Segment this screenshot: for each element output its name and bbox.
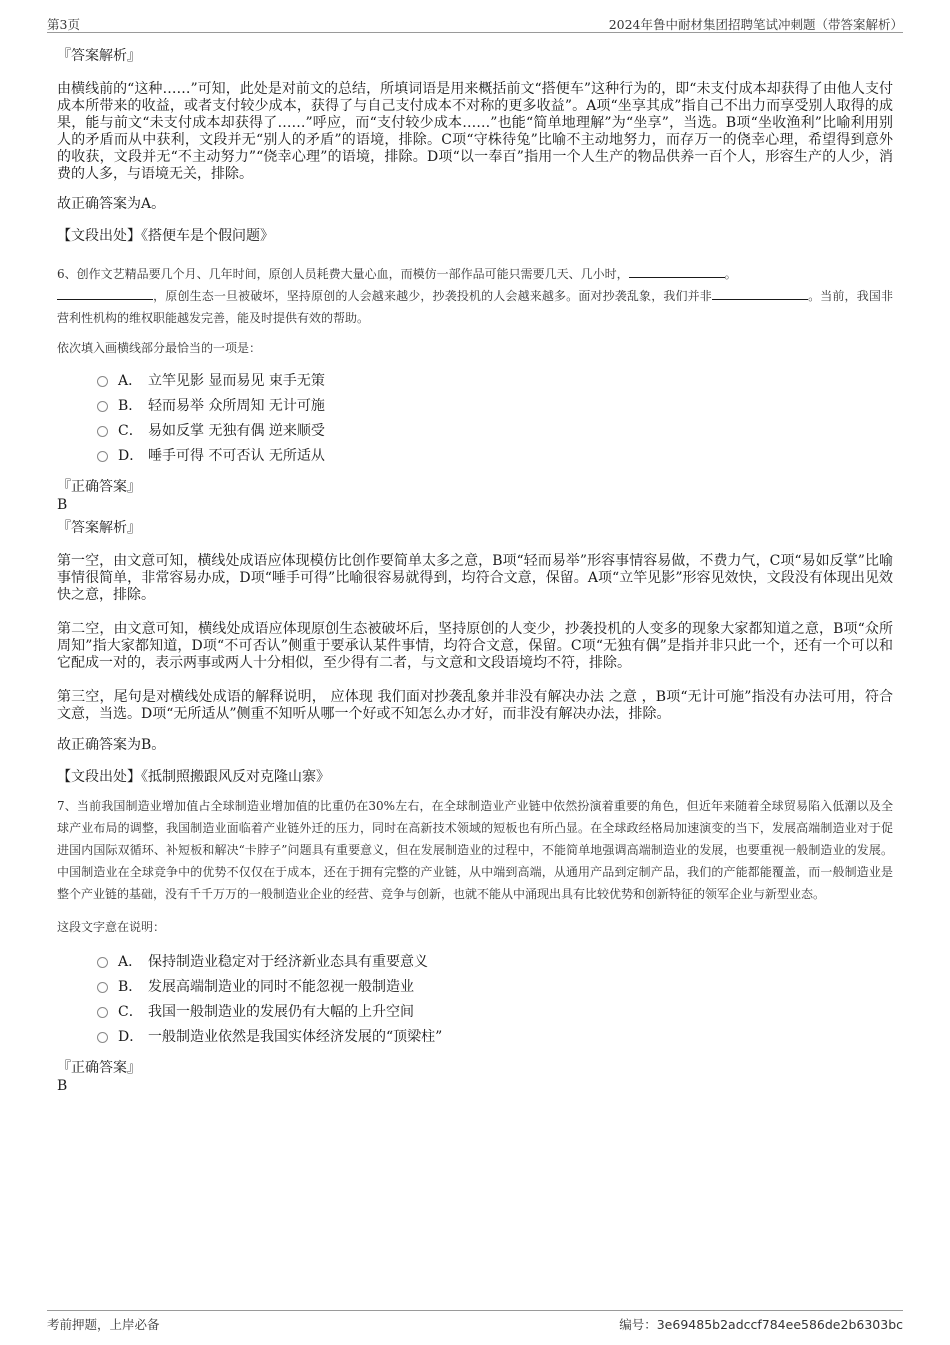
radio-icon[interactable]	[97, 426, 108, 437]
q6-option-c[interactable]: C． 易如反掌 无独有偶 逆来顺受	[97, 419, 893, 444]
q6-conclusion: 故正确答案为B。	[57, 737, 166, 753]
radio-icon[interactable]	[97, 401, 108, 412]
q7-option-c[interactable]: C． 我国一般制造业的发展仍有大幅的上升空间	[97, 1000, 893, 1025]
q7-answer: B	[57, 1078, 68, 1094]
q6-option-b[interactable]: B． 轻而易举 众所周知 无计可施	[97, 394, 893, 419]
document-title: 2024年鲁中耐材集团招聘笔试冲刺题（带答案解析）	[608, 17, 903, 32]
page-content	[57, 46, 893, 1095]
q5-analysis: 由横线前的“这种……”可知，此处是对前文的总结，所填词语是用来概括前文“搭便车”这种行为的，即“未支付成本却获得了由他人支付成本所带来的收益，或者支付较少成本，获得了与自己支付成本不对称的更多收益”。A项“坐享其成”指自己不出力而享受别人取得的成果，能与前文“未支付成本却获得了……”呼应，而“支付较少成本……”也能“简单地理解”为“坐享”，当选。B项“坐收渔利”比喻利用别人的矛盾而从中获利，文段并无“别人的矛盾”的语境，排除。C项“守株待兔”比喻不主动地努力，而存万一的侥幸心理，希望得到意外的收获，文段并无“不主动努力”“侥幸心理”的语境，排除。D项“以一奉百”指用一个人生产的物品供养一百个人，形容生产的人少，消费的人多，与语境无关，排除。	[57, 81, 893, 182]
document-code: 编号：3e69485b2adccf784ee586de2b6303bc	[619, 1317, 903, 1332]
q6-analysis-2: 第二空，由文意可知，横线处成语应体现原创生态被破坏后，坚持原创的人变少，抄袭投机的人变多的现象大家都知道之意，B项“众所周知”指大家都知道，D项“不可否认”侧重于要承认某件事情，均符合文意，保留。C项“无独有偶”是指并非只此一个，还有一个可以和它配成一对的，表示两事或两人十分相似，至少得有二者，与文意和文段语境均不符，排除。	[57, 621, 893, 671]
q6-prompt: 依次填入画横线部分最恰当的一项是：	[57, 341, 262, 355]
q7-answer-label: 『正确答案』	[57, 1060, 141, 1076]
q7-option-a[interactable]: A． 保持制造业稳定对于经济新业态具有重要意义	[97, 950, 893, 975]
q6-options	[57, 369, 893, 469]
q6-analysis-1: 第一空，由文意可知，横线处成语应体现模仿比创作要简单太多之意，B项“轻而易举”形容事情容易做，不费力气，C项“易如反掌”比喻事情很简单，非常容易办成，D项“唾手可得”比喻很容易就得到，均符合文意，保留。A项“立竿见影”形容见效快，文段没有体现出见效快之意，排除。	[57, 553, 893, 603]
q6-analysis-label: 『答案解析』	[57, 520, 141, 536]
q6-blank-1[interactable]	[629, 266, 725, 278]
q6-answer: B	[57, 497, 68, 513]
radio-icon[interactable]	[97, 1032, 108, 1043]
q7-prompt: 这段文字意在说明：	[57, 920, 166, 934]
q6-analysis-3: 第三空，尾句是对横线处成语的解释说明， 应体现 我们面对抄袭乱象并非没有解决办法 之意 ，B项“无计可施”指没有办法可用，符合文意，当选。D项“无所适从”侧重不知听从哪一个好或不知怎么办才好，而非没有解决办法，排除。	[57, 689, 893, 722]
radio-icon[interactable]	[97, 982, 108, 993]
page-header	[47, 12, 903, 33]
q7-option-d[interactable]: D． 一般制造业依然是我国实体经济发展的“顶梁柱”	[97, 1025, 893, 1050]
q6-option-a[interactable]: A． 立竿见影 显而易见 束手无策	[97, 369, 893, 394]
q6-blank-3[interactable]	[712, 288, 808, 300]
q6-stem: 6、创作文艺精品要几个月、几年时间，原创人员耗费大量心血，而模仿一部作品可能只需要几天、几小时， 。 ，原创生态一旦被破坏，坚持原创的人会越来越少，抄袭投机的人会越来越多。面对抄袭乱象，我们并非 。当前，我国非营利性机构的维权职能越发完善，能及时提供有效的帮助。	[57, 267, 893, 325]
radio-icon[interactable]	[97, 1007, 108, 1018]
footer-slogan: 考前押题，上岸必备	[47, 1317, 160, 1332]
q7-stem: 7、当前我国制造业增加值占全球制造业增加值的比重仍在30%左右，在全球制造业产业链中依然扮演着重要的角色，但近年来随着全球贸易陷入低潮以及全球产业布局的调整，我国制造业面临着产业链外迁的压力，同时在高新技术领域的短板也有所凸显。在全球政经格局加速演变的当下，发展高端制造业对于促进国内国际双循环、补短板和解决“卡脖子”问题具有重要意义，但在发展制造业的过程中，不能简单地强调高端制造业的发展，也要重视一般制造业的发展。中国制造业在全球竞争中的优势不仅仅在于成本，还在于拥有完整的产业链，从中端到高端，从通用产品到定制产品，我们的产能都能覆盖，而一般制造业是整个产业链的基础，没有千千万万的一般制造业企业的经营、竞争与创新，也就不能从中涌现出具有比较优势和创新特征的领军企业与新型业态。	[57, 799, 893, 901]
q6-blank-2[interactable]	[57, 288, 153, 300]
q5-conclusion: 故正确答案为A。	[57, 196, 166, 212]
q7-option-b[interactable]: B． 发展高端制造业的同时不能忽视一般制造业	[97, 975, 893, 1000]
page-number: 第3页	[47, 17, 80, 32]
page-footer	[47, 1310, 903, 1331]
radio-icon[interactable]	[97, 957, 108, 968]
q5-source: 【文段出处】《搭便车是个假问题》	[57, 228, 274, 244]
q7-options	[57, 950, 893, 1050]
q5-analysis-label: 『答案解析』	[57, 48, 141, 64]
radio-icon[interactable]	[97, 376, 108, 387]
radio-icon[interactable]	[97, 451, 108, 462]
q6-answer-label: 『正确答案』	[57, 479, 141, 495]
q6-source: 【文段出处】《抵制照搬跟风反对克隆山寨》	[57, 769, 330, 785]
q6-option-d[interactable]: D． 唾手可得 不可否认 无所适从	[97, 444, 893, 469]
